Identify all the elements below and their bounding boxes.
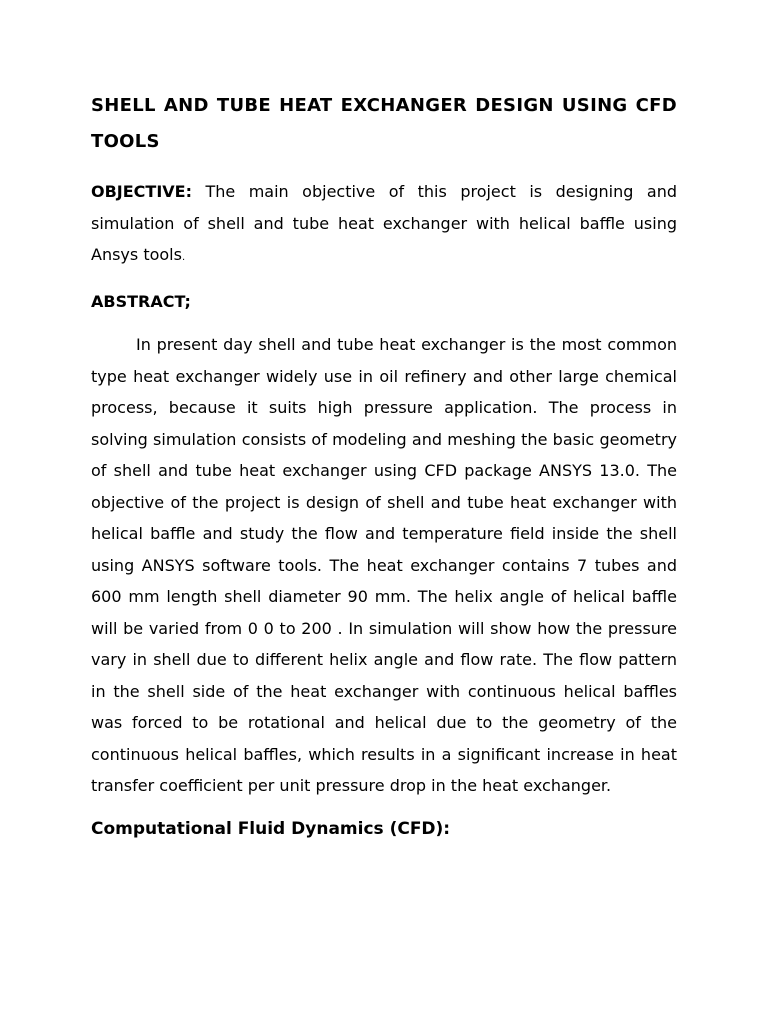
document-content <box>91 88 677 845</box>
cfd-section-heading: Computational Fluid Dynamics (CFD): <box>91 818 451 839</box>
document-title: SHELL AND TUBE HEAT EXCHANGER DESIGN USING CFD TOOLS <box>91 95 677 152</box>
abstract-body: In present day shell and tube heat exchanger is the most common type heat exchanger widely use in oil refinery and other large chemical process, because it suits high pressure application. The process in solving simulation consists of modeling and meshing the basic geometry of shell and tube heat exchanger using CFD package ANSYS 13.0. The objective of the project is design of shell and tube heat exchanger with helical baffle and study the flow and temperature field inside the shell using ANSYS software tools. The heat exchanger contains 7 tubes and 600 mm length shell diameter 90 mm. The helix angle of helical baffle will be varied from 0 0 to 200 . In simulation will show how the pressure vary in shell due to different helix angle and flow rate. The flow pattern in the shell side of the heat exchanger with continuous helical baffles was forced to be rotational and helical due to the geometry of the continuous helical baffles, which results in a significant increase in heat transfer coefficient per unit pressure drop in the heat exchanger. <box>91 335 677 795</box>
objective-paragraph <box>91 176 677 274</box>
abstract-heading: ABSTRACT; <box>91 291 191 311</box>
objective-end-mark: . <box>181 252 186 263</box>
objective-label: OBJECTIVE: <box>91 182 192 201</box>
objective-text: The main objective of this project is designing and simulation of shell and tube heat exchanger with helical baffle using Ansys tools <box>91 182 677 264</box>
